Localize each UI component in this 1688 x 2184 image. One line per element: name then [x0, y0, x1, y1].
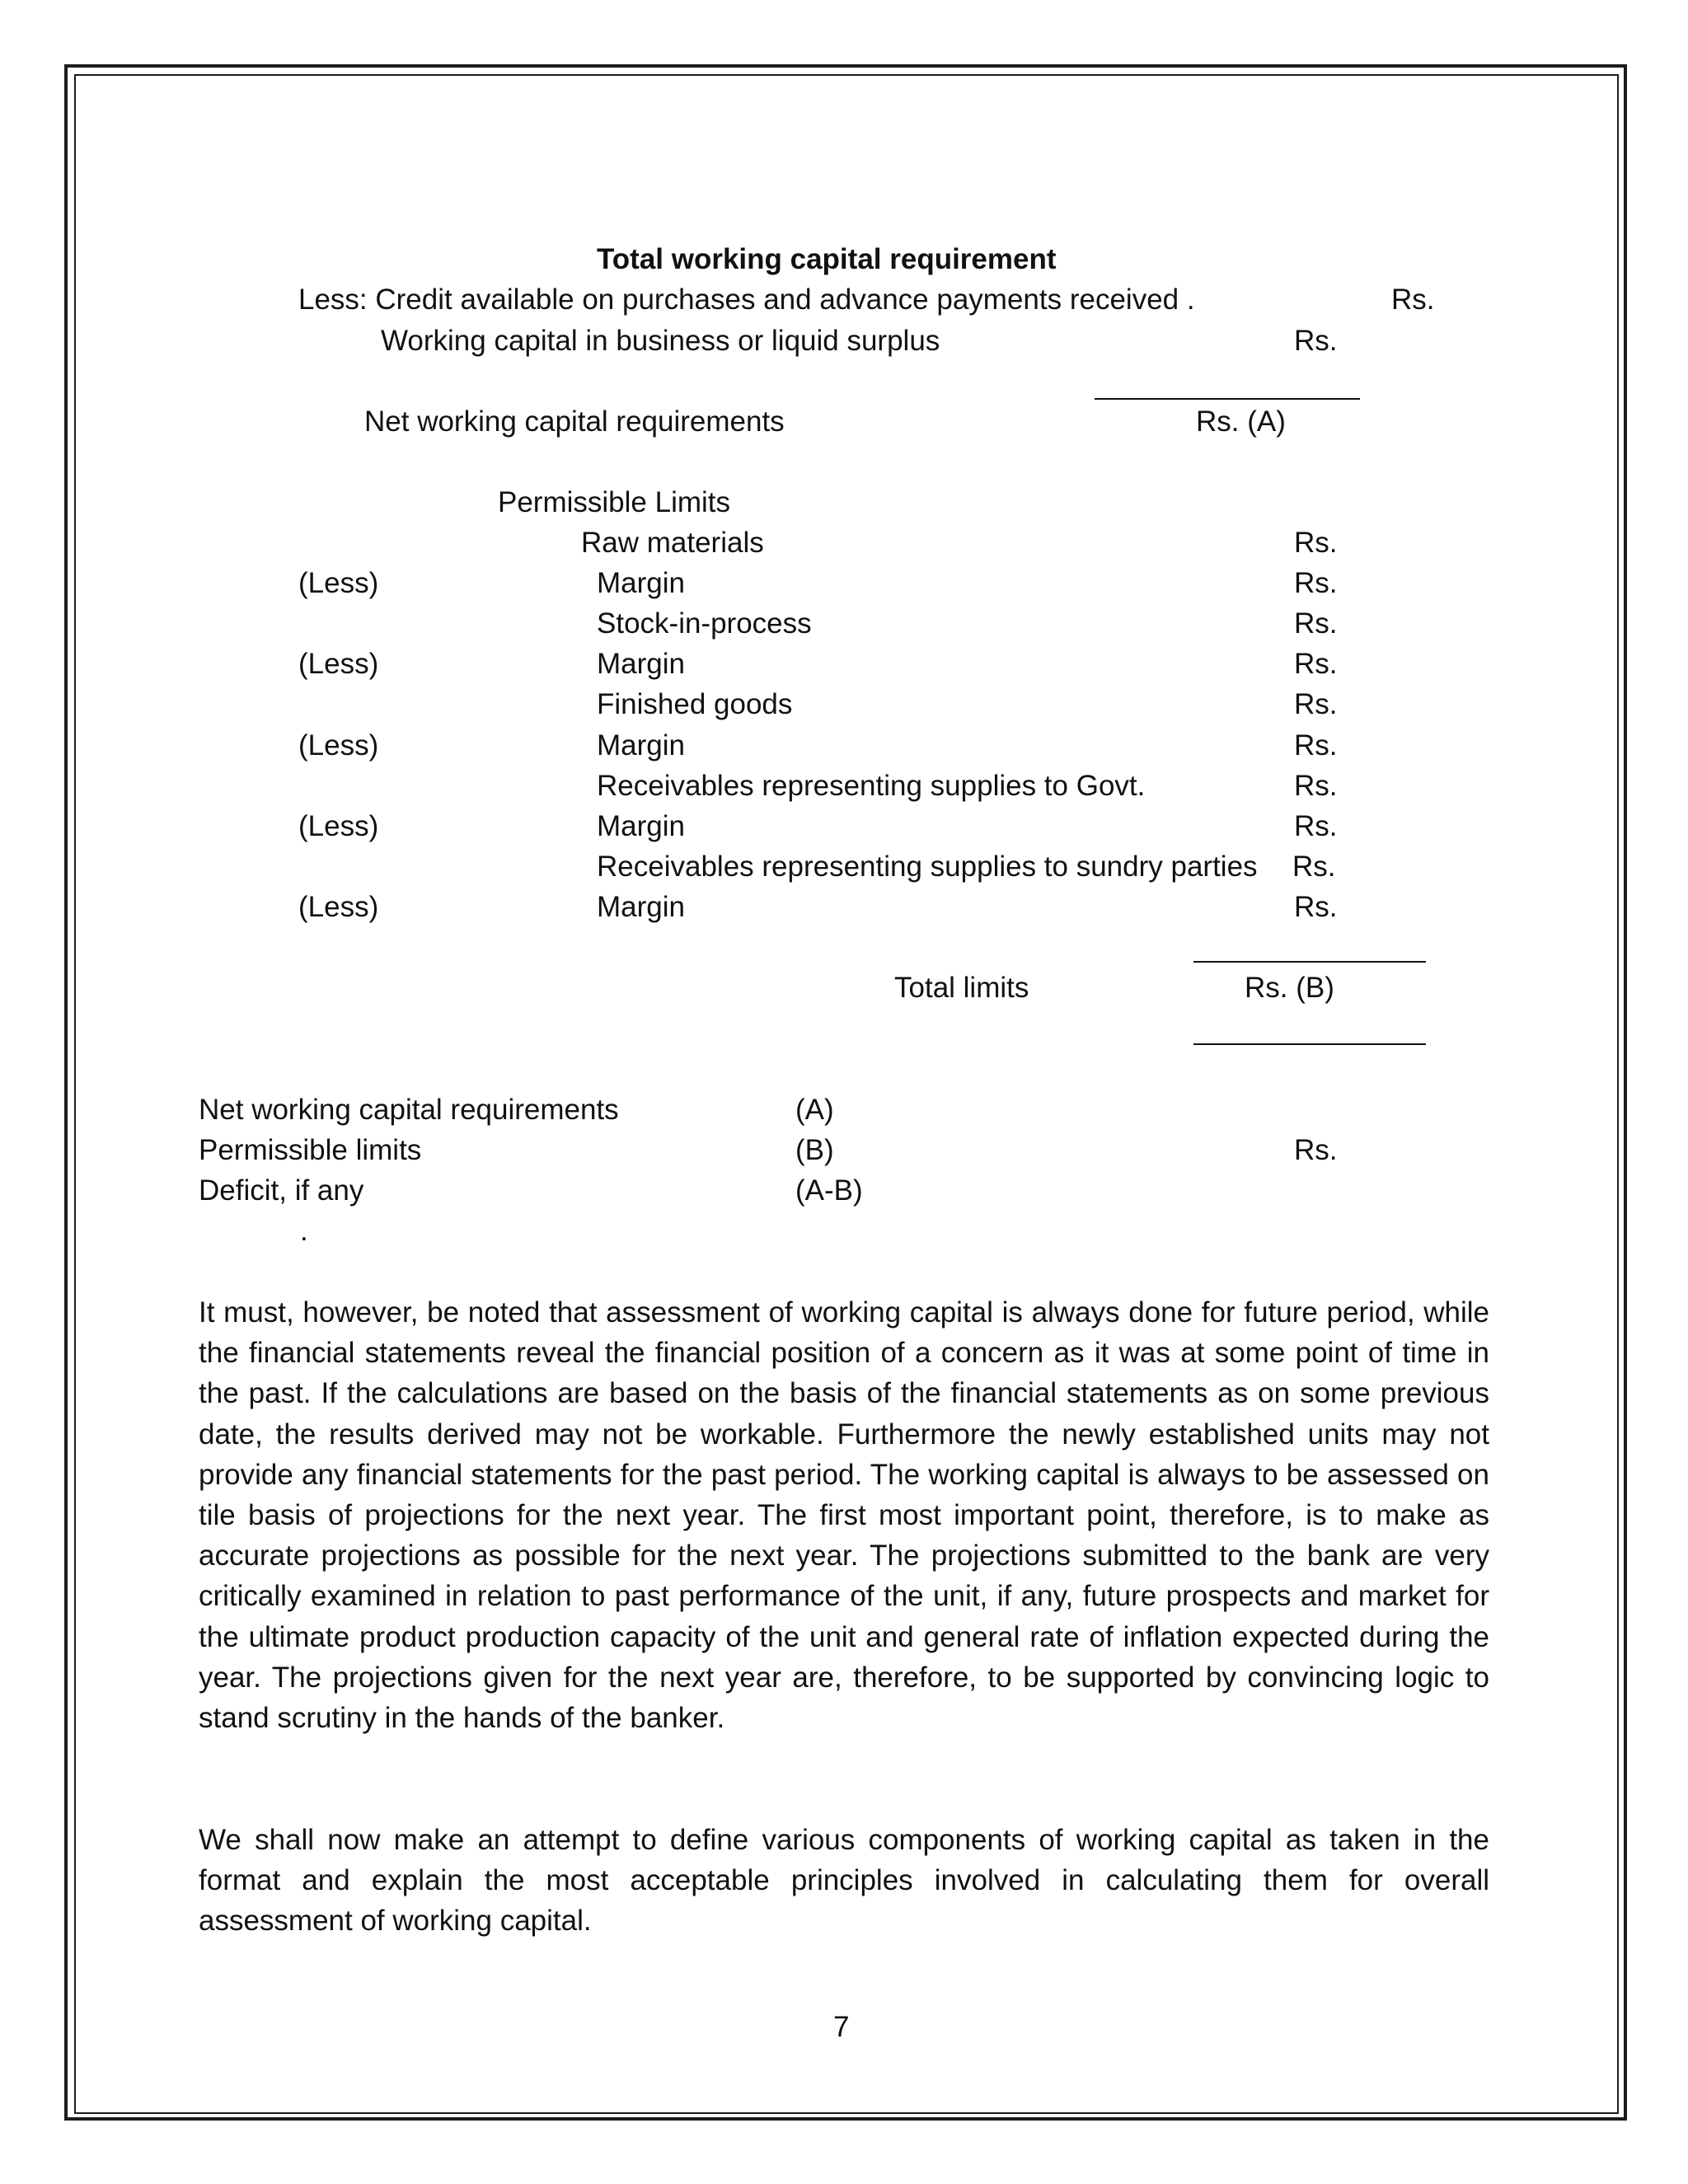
- body-paragraph: We shall now make an attempt to define various components of working capital as taken in the format and explain the most acceptable principles involved in calculating them for overall assessment of working capital.: [199, 1824, 1489, 1938]
- less-prefix: (Less): [298, 729, 379, 762]
- less-credit-label: Less: Credit available on purchases and advance payments received .: [298, 284, 1195, 316]
- total-rule-top: [1193, 961, 1426, 963]
- limit-item-label: Margin: [597, 729, 685, 762]
- limit-item-label: Receivables representing supplies to Govt.: [597, 770, 1146, 802]
- summary-code: (A): [795, 1094, 834, 1126]
- summary-label: Net working capital requirements: [199, 1094, 619, 1126]
- working-capital-amount: Rs.: [1294, 325, 1338, 357]
- limit-item-label: Margin: [597, 567, 685, 599]
- less-prefix: (Less): [298, 810, 379, 842]
- limit-item-label: Margin: [597, 648, 685, 680]
- limit-item-amount: Rs.: [1294, 729, 1338, 762]
- total-rule-bottom: [1193, 1043, 1426, 1045]
- limit-item-label: Margin: [597, 810, 685, 842]
- subtotal-rule: [1095, 398, 1360, 400]
- limit-item-amount: Rs.: [1294, 567, 1338, 599]
- limit-item-amount: Rs.: [1294, 688, 1338, 720]
- net-wc-label: Net working capital requirements: [364, 405, 785, 438]
- net-wc-amount: Rs. (A): [1196, 405, 1286, 438]
- summary-label: Permissible limits: [199, 1134, 422, 1166]
- less-prefix: (Less): [298, 567, 379, 599]
- less-credit-amount: Rs.: [1391, 284, 1435, 316]
- stray-dot: .: [300, 1215, 308, 1247]
- total-limits-label: Total limits: [894, 972, 1029, 1004]
- limit-item-amount: Rs.: [1294, 770, 1338, 802]
- summary-code: (B): [795, 1134, 834, 1166]
- limit-item-label: Finished goods: [597, 688, 793, 720]
- page-number: 7: [833, 2011, 850, 2043]
- less-prefix: (Less): [298, 891, 379, 923]
- limit-item-amount: Rs.: [1294, 810, 1338, 842]
- body-paragraph: It must, however, be noted that assessment of working capital is always done for future period, while the financial statements reveal the financial position of a concern as it was at some point of time in the past. If the calculations are based on the basis of the financial statements as on some previous date, the results derived may not be workable. Furthermore the newly established units may not provide any financial statements for the past period. The working capital is always to be assessed on tile basis of projections for the next year. The first most important point, therefore, is to make as accurate projections as possible for the next year. The projections submitted to the bank are very critically examined in relation to past performance of the unit, if any, future prospects and market for the ultimate product production capacity of the unit and general rate of inflation expected during the year. The projections given for the next year are, therefore, to be supported by convincing logic to stand scrutiny in the hands of the banker.: [199, 1296, 1489, 1735]
- less-prefix: (Less): [298, 648, 379, 680]
- summary-amount: Rs.: [1294, 1134, 1338, 1166]
- limit-item-amount: Rs.: [1292, 851, 1336, 883]
- limit-item-amount: Rs.: [1294, 607, 1338, 640]
- limit-item-amount: Rs.: [1294, 891, 1338, 923]
- limit-item-amount: Rs.: [1294, 648, 1338, 680]
- limit-item-label: Margin: [597, 891, 685, 923]
- limit-item-label: Raw materials: [581, 527, 764, 559]
- summary-code: (A-B): [795, 1174, 863, 1207]
- summary-label: Deficit, if any: [199, 1174, 364, 1207]
- limit-item-label: Stock-in-process: [597, 607, 812, 640]
- total-limits-amount: Rs. (B): [1245, 972, 1334, 1004]
- heading-total-working-capital: Total working capital requirement: [597, 243, 1057, 275]
- limit-item-label: Receivables representing supplies to sundry parties: [597, 851, 1258, 883]
- permissible-limits-title: Permissible Limits: [498, 486, 730, 518]
- working-capital-label: Working capital in business or liquid surplus: [381, 325, 940, 357]
- limit-item-amount: Rs.: [1294, 527, 1338, 559]
